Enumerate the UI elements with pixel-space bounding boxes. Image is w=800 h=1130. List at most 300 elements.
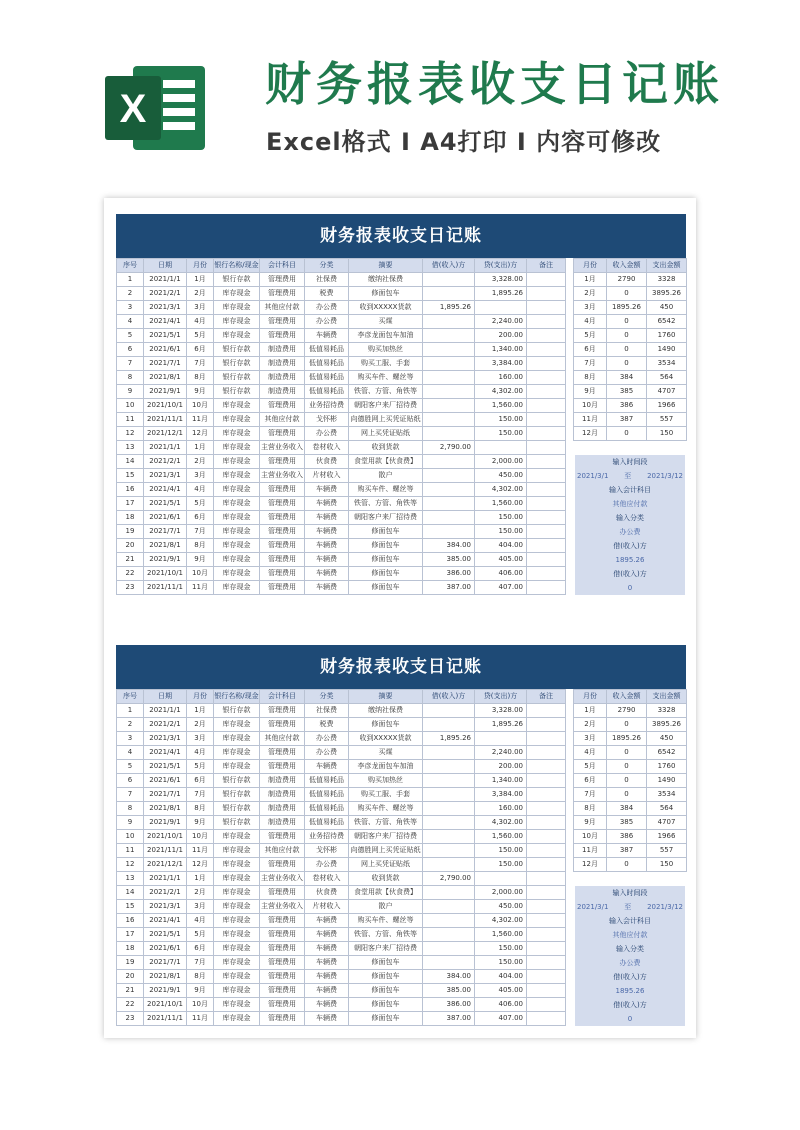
- cell-debit[interactable]: [423, 718, 475, 732]
- cell-subject[interactable]: 管理费用: [260, 567, 305, 581]
- cell-month[interactable]: 2月: [187, 886, 214, 900]
- cell-subject[interactable]: 管理费用: [260, 914, 305, 928]
- cell-note[interactable]: [527, 1012, 566, 1026]
- cell-no[interactable]: 12: [117, 427, 144, 441]
- cell-date[interactable]: 2021/10/1: [144, 830, 187, 844]
- table-row[interactable]: [117, 816, 566, 830]
- cell-no[interactable]: 13: [117, 441, 144, 455]
- cell-subject[interactable]: 主营业务收入: [260, 469, 305, 483]
- cell-category[interactable]: 税费: [305, 287, 349, 301]
- cell-bank[interactable]: 银行存款: [214, 788, 260, 802]
- cell-no[interactable]: 17: [117, 497, 144, 511]
- cell-bank[interactable]: 库存现金: [214, 427, 260, 441]
- cell-month[interactable]: 7月: [187, 788, 214, 802]
- cell-month[interactable]: 11月: [187, 844, 214, 858]
- cell-note[interactable]: [527, 427, 566, 441]
- cell-bank[interactable]: 库存现金: [214, 315, 260, 329]
- cell-note[interactable]: [527, 329, 566, 343]
- cell-credit[interactable]: 1,560.00: [475, 497, 527, 511]
- table-row[interactable]: [117, 718, 566, 732]
- cell-date[interactable]: 2021/6/1: [144, 343, 187, 357]
- cell-date[interactable]: 2021/4/1: [144, 746, 187, 760]
- cell-category[interactable]: 办公费: [305, 746, 349, 760]
- cell-bank[interactable]: 库存现金: [214, 872, 260, 886]
- cell-month[interactable]: 6月: [187, 774, 214, 788]
- cell-debit[interactable]: [423, 914, 475, 928]
- cell-subject[interactable]: 管理费用: [260, 553, 305, 567]
- cell-date[interactable]: 2021/6/1: [144, 942, 187, 956]
- cell-no[interactable]: 9: [117, 385, 144, 399]
- cell-month[interactable]: 8月: [187, 371, 214, 385]
- cell-note[interactable]: [527, 469, 566, 483]
- cell-bank[interactable]: 库存现金: [214, 886, 260, 900]
- cell-credit[interactable]: 160.00: [475, 802, 527, 816]
- cell-subject[interactable]: 主营业务收入: [260, 441, 305, 455]
- cell-month[interactable]: 10月: [187, 830, 214, 844]
- cell-summary[interactable]: 朝阳客户来厂招待费: [349, 830, 423, 844]
- cell-summary[interactable]: 购买加热丝: [349, 343, 423, 357]
- cell-credit[interactable]: 4,302.00: [475, 914, 527, 928]
- table-row[interactable]: [117, 441, 566, 455]
- cell-debit[interactable]: [423, 357, 475, 371]
- cell-credit[interactable]: [475, 872, 527, 886]
- table-row[interactable]: [117, 343, 566, 357]
- cell-note[interactable]: [527, 844, 566, 858]
- cell-date[interactable]: 2021/11/1: [144, 844, 187, 858]
- cell-debit[interactable]: [423, 413, 475, 427]
- cell-bank[interactable]: 库存现金: [214, 984, 260, 998]
- cell-debit[interactable]: [423, 802, 475, 816]
- category-input[interactable]: 办公费: [619, 528, 641, 536]
- cell-bank[interactable]: 库存现金: [214, 455, 260, 469]
- cell-bank[interactable]: 库存现金: [214, 399, 260, 413]
- cell-date[interactable]: 2021/5/1: [144, 497, 187, 511]
- cell-credit[interactable]: 404.00: [475, 970, 527, 984]
- cell-no[interactable]: 15: [117, 469, 144, 483]
- cell-summary[interactable]: 买煤: [349, 315, 423, 329]
- cell-debit[interactable]: [423, 371, 475, 385]
- cell-date[interactable]: 2021/2/1: [144, 455, 187, 469]
- cell-category[interactable]: 片材收入: [305, 469, 349, 483]
- cell-subject[interactable]: 其他应付款: [260, 301, 305, 315]
- cell-note[interactable]: [527, 802, 566, 816]
- cell-debit[interactable]: [423, 956, 475, 970]
- cell-category[interactable]: 车辆费: [305, 970, 349, 984]
- cell-debit[interactable]: [423, 830, 475, 844]
- cell-subject[interactable]: 管理费用: [260, 399, 305, 413]
- cell-debit[interactable]: [423, 511, 475, 525]
- cell-month[interactable]: 7月: [187, 525, 214, 539]
- cell-summary[interactable]: 铁管、方管、角铁等: [349, 497, 423, 511]
- cell-note[interactable]: [527, 301, 566, 315]
- cell-debit[interactable]: [423, 315, 475, 329]
- cell-debit[interactable]: 385.00: [423, 553, 475, 567]
- cell-date[interactable]: 2021/7/1: [144, 525, 187, 539]
- subject-input[interactable]: 其他应付款: [612, 500, 648, 508]
- cell-debit[interactable]: [423, 816, 475, 830]
- cell-category[interactable]: 车辆费: [305, 497, 349, 511]
- cell-subject[interactable]: 管理费用: [260, 886, 305, 900]
- cell-category[interactable]: 戈怀彬: [305, 844, 349, 858]
- cell-no[interactable]: 2: [117, 287, 144, 301]
- cell-date[interactable]: 2021/1/1: [144, 704, 187, 718]
- cell-debit[interactable]: 1,895.26: [423, 732, 475, 746]
- cell-bank[interactable]: 库存现金: [214, 914, 260, 928]
- cell-debit[interactable]: [423, 928, 475, 942]
- cell-note[interactable]: [527, 872, 566, 886]
- table-row[interactable]: [117, 511, 566, 525]
- cell-bank[interactable]: 银行存款: [214, 273, 260, 287]
- cell-date[interactable]: 2021/11/1: [144, 413, 187, 427]
- cell-category[interactable]: 车辆费: [305, 329, 349, 343]
- table-row[interactable]: [117, 553, 566, 567]
- cell-category[interactable]: 车辆费: [305, 567, 349, 581]
- cell-credit[interactable]: 405.00: [475, 984, 527, 998]
- cell-subject[interactable]: 管理费用: [260, 525, 305, 539]
- table-row[interactable]: [117, 774, 566, 788]
- cell-credit[interactable]: 150.00: [475, 525, 527, 539]
- cell-no[interactable]: 19: [117, 956, 144, 970]
- cell-no[interactable]: 5: [117, 329, 144, 343]
- cell-bank[interactable]: 库存现金: [214, 732, 260, 746]
- cell-debit[interactable]: [423, 774, 475, 788]
- cell-summary[interactable]: 购买车件、螺丝等: [349, 914, 423, 928]
- cell-summary[interactable]: 修面包车: [349, 970, 423, 984]
- cell-date[interactable]: 2021/6/1: [144, 774, 187, 788]
- cell-credit[interactable]: 150.00: [475, 858, 527, 872]
- cell-date[interactable]: 2021/4/1: [144, 483, 187, 497]
- cell-credit[interactable]: 405.00: [475, 553, 527, 567]
- cell-note[interactable]: [527, 343, 566, 357]
- table-row[interactable]: [117, 746, 566, 760]
- cell-note[interactable]: [527, 413, 566, 427]
- cell-month[interactable]: 9月: [187, 553, 214, 567]
- cell-bank[interactable]: 库存现金: [214, 469, 260, 483]
- cell-category[interactable]: 低值易耗品: [305, 385, 349, 399]
- date-from[interactable]: 2021/3/1: [577, 903, 609, 911]
- cell-category[interactable]: 办公费: [305, 858, 349, 872]
- cell-date[interactable]: 2021/8/1: [144, 802, 187, 816]
- cell-month[interactable]: 8月: [187, 970, 214, 984]
- cell-note[interactable]: [527, 441, 566, 455]
- cell-note[interactable]: [527, 511, 566, 525]
- cell-no[interactable]: 22: [117, 998, 144, 1012]
- cell-subject[interactable]: 制造费用: [260, 343, 305, 357]
- cell-note[interactable]: [527, 553, 566, 567]
- cell-note[interactable]: [527, 774, 566, 788]
- cell-note[interactable]: [527, 788, 566, 802]
- cell-category[interactable]: 低值易耗品: [305, 816, 349, 830]
- cell-month[interactable]: 9月: [187, 816, 214, 830]
- cell-summary[interactable]: 修面包车: [349, 525, 423, 539]
- table-row[interactable]: [117, 732, 566, 746]
- cell-credit[interactable]: 4,302.00: [475, 385, 527, 399]
- cell-credit[interactable]: 150.00: [475, 511, 527, 525]
- cell-summary[interactable]: 铁管、方管、角铁等: [349, 928, 423, 942]
- cell-no[interactable]: 11: [117, 844, 144, 858]
- cell-note[interactable]: [527, 970, 566, 984]
- cell-category[interactable]: 办公费: [305, 301, 349, 315]
- cell-summary[interactable]: 收到货款: [349, 872, 423, 886]
- cell-month[interactable]: 6月: [187, 942, 214, 956]
- cell-bank[interactable]: 银行存款: [214, 704, 260, 718]
- cell-no[interactable]: 14: [117, 455, 144, 469]
- cell-category[interactable]: 低值易耗品: [305, 788, 349, 802]
- cell-no[interactable]: 15: [117, 900, 144, 914]
- table-row[interactable]: [117, 413, 566, 427]
- cell-month[interactable]: 3月: [187, 301, 214, 315]
- cell-date[interactable]: 2021/10/1: [144, 399, 187, 413]
- cell-no[interactable]: 6: [117, 343, 144, 357]
- cell-credit[interactable]: 1,895.26: [475, 718, 527, 732]
- cell-category[interactable]: 车辆费: [305, 539, 349, 553]
- table-row[interactable]: [117, 872, 566, 886]
- cell-summary[interactable]: 修面包车: [349, 718, 423, 732]
- cell-no[interactable]: 14: [117, 886, 144, 900]
- cell-bank[interactable]: 库存现金: [214, 511, 260, 525]
- cell-note[interactable]: [527, 732, 566, 746]
- cell-month[interactable]: 8月: [187, 539, 214, 553]
- cell-date[interactable]: 2021/5/1: [144, 760, 187, 774]
- cell-credit[interactable]: 160.00: [475, 371, 527, 385]
- cell-month[interactable]: 7月: [187, 956, 214, 970]
- cell-summary[interactable]: 食堂用款【伙食费】: [349, 455, 423, 469]
- cell-bank[interactable]: 库存现金: [214, 525, 260, 539]
- cell-debit[interactable]: [423, 399, 475, 413]
- cell-subject[interactable]: 管理费用: [260, 858, 305, 872]
- cell-bank[interactable]: 库存现金: [214, 413, 260, 427]
- cell-bank[interactable]: 银行存款: [214, 774, 260, 788]
- cell-date[interactable]: 2021/10/1: [144, 998, 187, 1012]
- cell-no[interactable]: 8: [117, 802, 144, 816]
- cell-bank[interactable]: 库存现金: [214, 287, 260, 301]
- cell-debit[interactable]: [423, 385, 475, 399]
- cell-debit[interactable]: [423, 469, 475, 483]
- cell-note[interactable]: [527, 858, 566, 872]
- cell-subject[interactable]: 管理费用: [260, 998, 305, 1012]
- cell-debit[interactable]: [423, 760, 475, 774]
- cell-category[interactable]: 车辆费: [305, 942, 349, 956]
- cell-credit[interactable]: 2,000.00: [475, 886, 527, 900]
- cell-no[interactable]: 4: [117, 746, 144, 760]
- cell-subject[interactable]: 管理费用: [260, 956, 305, 970]
- table-row[interactable]: [117, 329, 566, 343]
- cell-summary[interactable]: 朝阳客户来厂招待费: [349, 511, 423, 525]
- cell-month[interactable]: 1月: [187, 704, 214, 718]
- cell-note[interactable]: [527, 914, 566, 928]
- cell-bank[interactable]: 银行存款: [214, 343, 260, 357]
- cell-date[interactable]: 2021/8/1: [144, 970, 187, 984]
- cell-category[interactable]: 车辆费: [305, 928, 349, 942]
- cell-summary[interactable]: 网上买凭证贴纸: [349, 427, 423, 441]
- cell-debit[interactable]: 2,790.00: [423, 872, 475, 886]
- cell-debit[interactable]: [423, 844, 475, 858]
- cell-note[interactable]: [527, 998, 566, 1012]
- cell-summary[interactable]: 铁管、方管、角铁等: [349, 385, 423, 399]
- cell-category[interactable]: 车辆费: [305, 984, 349, 998]
- date-to[interactable]: 2021/3/12: [647, 903, 683, 911]
- table-row[interactable]: [117, 886, 566, 900]
- cell-note[interactable]: [527, 718, 566, 732]
- table-row[interactable]: [117, 483, 566, 497]
- cell-no[interactable]: 5: [117, 760, 144, 774]
- cell-subject[interactable]: 其他应付款: [260, 413, 305, 427]
- cell-date[interactable]: 2021/9/1: [144, 816, 187, 830]
- cell-date[interactable]: 2021/3/1: [144, 900, 187, 914]
- cell-summary[interactable]: 网上买凭证贴纸: [349, 858, 423, 872]
- cell-no[interactable]: 1: [117, 704, 144, 718]
- cell-date[interactable]: 2021/8/1: [144, 539, 187, 553]
- cell-subject[interactable]: 管理费用: [260, 497, 305, 511]
- cell-date[interactable]: 2021/7/1: [144, 956, 187, 970]
- cell-no[interactable]: 1: [117, 273, 144, 287]
- cell-credit[interactable]: [475, 441, 527, 455]
- cell-note[interactable]: [527, 315, 566, 329]
- cell-debit[interactable]: [423, 788, 475, 802]
- table-row[interactable]: [117, 315, 566, 329]
- cell-date[interactable]: 2021/12/1: [144, 427, 187, 441]
- table-row[interactable]: [117, 399, 566, 413]
- cell-note[interactable]: [527, 567, 566, 581]
- cell-month[interactable]: 3月: [187, 900, 214, 914]
- cell-bank[interactable]: 库存现金: [214, 567, 260, 581]
- cell-summary[interactable]: 收到货款: [349, 441, 423, 455]
- cell-debit[interactable]: [423, 483, 475, 497]
- cell-subject[interactable]: 管理费用: [260, 1012, 305, 1026]
- cell-summary[interactable]: 修面包车: [349, 1012, 423, 1026]
- cell-subject[interactable]: 制造费用: [260, 816, 305, 830]
- cell-debit[interactable]: [423, 455, 475, 469]
- cell-category[interactable]: 车辆费: [305, 1012, 349, 1026]
- cell-note[interactable]: [527, 886, 566, 900]
- cell-no[interactable]: 10: [117, 399, 144, 413]
- cell-no[interactable]: 2: [117, 718, 144, 732]
- cell-category[interactable]: 卷材收入: [305, 441, 349, 455]
- cell-debit[interactable]: [423, 900, 475, 914]
- cell-month[interactable]: 2月: [187, 287, 214, 301]
- cell-category[interactable]: 卷材收入: [305, 872, 349, 886]
- cell-bank[interactable]: 库存现金: [214, 1012, 260, 1026]
- cell-month[interactable]: 2月: [187, 718, 214, 732]
- cell-month[interactable]: 8月: [187, 802, 214, 816]
- cell-subject[interactable]: 管理费用: [260, 315, 305, 329]
- cell-subject[interactable]: 管理费用: [260, 760, 305, 774]
- cell-no[interactable]: 7: [117, 357, 144, 371]
- cell-debit[interactable]: 386.00: [423, 998, 475, 1012]
- cell-credit[interactable]: 4,302.00: [475, 483, 527, 497]
- cell-subject[interactable]: 管理费用: [260, 928, 305, 942]
- cell-category[interactable]: 业务招待费: [305, 399, 349, 413]
- cell-date[interactable]: 2021/2/1: [144, 886, 187, 900]
- cell-date[interactable]: 2021/9/1: [144, 553, 187, 567]
- cell-credit[interactable]: 200.00: [475, 760, 527, 774]
- table-row[interactable]: [117, 998, 566, 1012]
- cell-debit[interactable]: 387.00: [423, 1012, 475, 1026]
- cell-credit[interactable]: 4,302.00: [475, 816, 527, 830]
- cell-summary[interactable]: 李彦龙面包车加油: [349, 329, 423, 343]
- table-row[interactable]: [117, 760, 566, 774]
- table-row[interactable]: [117, 956, 566, 970]
- cell-category[interactable]: 车辆费: [305, 581, 349, 595]
- cell-note[interactable]: [527, 287, 566, 301]
- cell-note[interactable]: [527, 525, 566, 539]
- cell-month[interactable]: 7月: [187, 357, 214, 371]
- cell-month[interactable]: 4月: [187, 746, 214, 760]
- cell-note[interactable]: [527, 816, 566, 830]
- cell-category[interactable]: 片材收入: [305, 900, 349, 914]
- cell-debit[interactable]: [423, 427, 475, 441]
- cell-subject[interactable]: 主营业务收入: [260, 872, 305, 886]
- cell-month[interactable]: 4月: [187, 483, 214, 497]
- cell-credit[interactable]: 404.00: [475, 539, 527, 553]
- cell-debit[interactable]: [423, 886, 475, 900]
- cell-debit[interactable]: 386.00: [423, 567, 475, 581]
- cell-date[interactable]: 2021/3/1: [144, 301, 187, 315]
- cell-bank[interactable]: 库存现金: [214, 718, 260, 732]
- cell-no[interactable]: 11: [117, 413, 144, 427]
- cell-credit[interactable]: 150.00: [475, 427, 527, 441]
- cell-no[interactable]: 6: [117, 774, 144, 788]
- cell-month[interactable]: 11月: [187, 413, 214, 427]
- cell-date[interactable]: 2021/3/1: [144, 732, 187, 746]
- cell-bank[interactable]: 库存现金: [214, 553, 260, 567]
- cell-bank[interactable]: 库存现金: [214, 900, 260, 914]
- cell-no[interactable]: 18: [117, 511, 144, 525]
- cell-debit[interactable]: [423, 704, 475, 718]
- cell-date[interactable]: 2021/6/1: [144, 511, 187, 525]
- table-row[interactable]: [117, 427, 566, 441]
- cell-bank[interactable]: 库存现金: [214, 858, 260, 872]
- cell-summary[interactable]: 散户: [349, 900, 423, 914]
- cell-bank[interactable]: 库存现金: [214, 760, 260, 774]
- cell-summary[interactable]: 修面包车: [349, 567, 423, 581]
- cell-bank[interactable]: 银行存款: [214, 816, 260, 830]
- cell-summary[interactable]: 缴纳社保费: [349, 273, 423, 287]
- cell-no[interactable]: 23: [117, 581, 144, 595]
- cell-credit[interactable]: 406.00: [475, 567, 527, 581]
- cell-summary[interactable]: 买煤: [349, 746, 423, 760]
- table-row[interactable]: [117, 830, 566, 844]
- cell-no[interactable]: 8: [117, 371, 144, 385]
- table-row[interactable]: [117, 357, 566, 371]
- cell-credit[interactable]: [475, 301, 527, 315]
- cell-credit[interactable]: 2,240.00: [475, 746, 527, 760]
- table-row[interactable]: [117, 984, 566, 998]
- date-from[interactable]: 2021/3/1: [577, 472, 609, 480]
- cell-subject[interactable]: 制造费用: [260, 371, 305, 385]
- table-row[interactable]: [117, 287, 566, 301]
- cell-bank[interactable]: 库存现金: [214, 942, 260, 956]
- cell-credit[interactable]: 200.00: [475, 329, 527, 343]
- cell-no[interactable]: 3: [117, 732, 144, 746]
- cell-credit[interactable]: 1,560.00: [475, 928, 527, 942]
- cell-date[interactable]: 2021/1/1: [144, 273, 187, 287]
- cell-debit[interactable]: [423, 525, 475, 539]
- cell-bank[interactable]: 库存现金: [214, 497, 260, 511]
- cell-date[interactable]: 2021/7/1: [144, 788, 187, 802]
- cell-category[interactable]: 低值易耗品: [305, 371, 349, 385]
- table-row[interactable]: [117, 301, 566, 315]
- cell-month[interactable]: 1月: [187, 273, 214, 287]
- cell-category[interactable]: 伙食费: [305, 886, 349, 900]
- cell-category[interactable]: 办公费: [305, 732, 349, 746]
- cell-category[interactable]: 低值易耗品: [305, 357, 349, 371]
- cell-category[interactable]: 戈怀彬: [305, 413, 349, 427]
- cell-no[interactable]: 9: [117, 816, 144, 830]
- cell-subject[interactable]: 管理费用: [260, 984, 305, 998]
- cell-month[interactable]: 12月: [187, 427, 214, 441]
- table-row[interactable]: [117, 970, 566, 984]
